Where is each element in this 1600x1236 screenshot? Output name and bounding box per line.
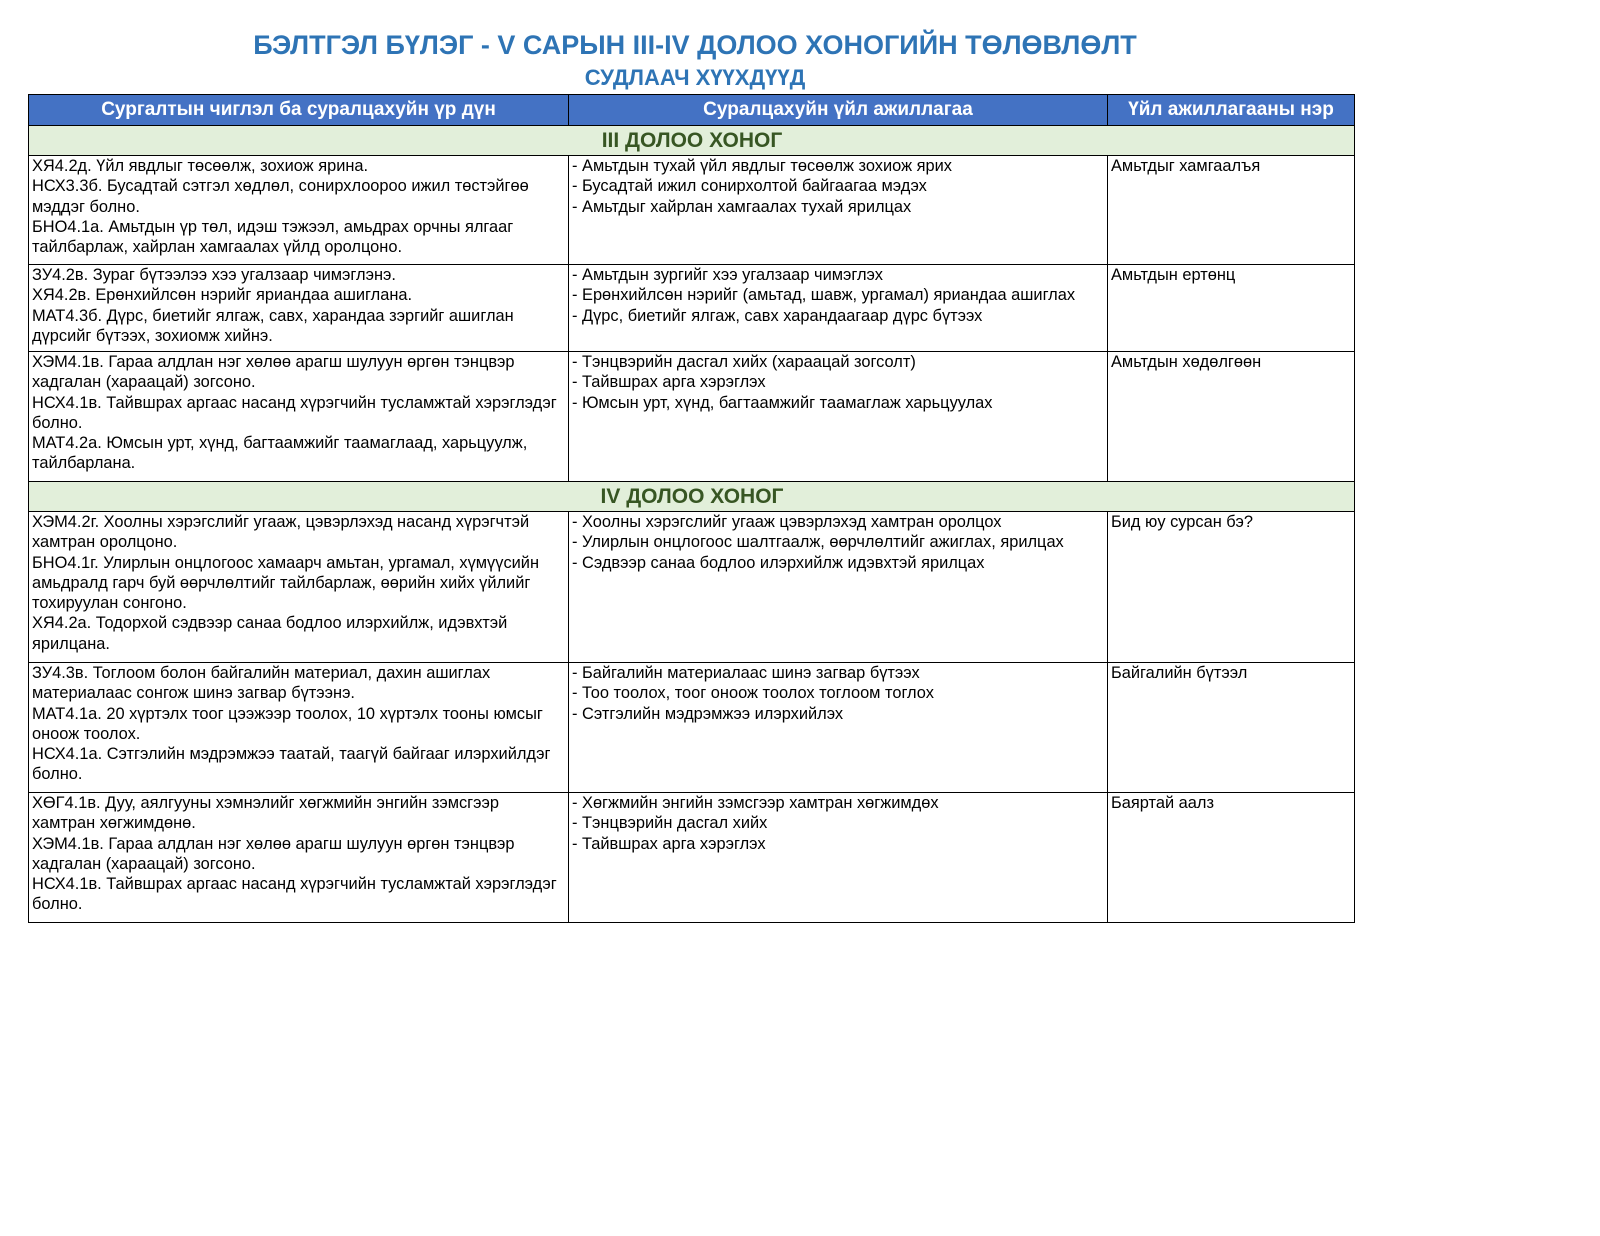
week-header-row [29,126,1355,156]
activity-name-cell: Бид юу сурсан бэ? [1108,512,1355,663]
activities-cell: - Хоолны хэрэгслийг угааж цэвэрлэхэд хамтран оролцох - Улирлын онцлогоос шалтгаалж, өөрчлөлтийг ажиглах, ярилцах - Сэдвээр санаа бодлоо илэрхийлж идэвхтэй ярилцах [569,512,1108,663]
outcomes-cell: ХЭМ4.2г. Хоолны хэрэгслийг угааж, цэвэрлэхэд насанд хүрэгчтэй хамтран оролцоно. БНО4.1г. Улирлын онцлогоос хамаарч амьтан, ургамал, хүмүүсийн амьдралд гарч буй өөрчлөлтийг тайлбарлаж, өөрийн хийх үйлийг тохируулан сонгоно. ХЯ4.2а. Тодорхой сэдвээр санаа бодлоо илэрхийлж, идэвхтэй ярилцана. [29,512,569,663]
page-subtitle: СУДЛААЧ ХҮҮХДҮҮД [584,65,806,90]
outcomes-cell: ХЭМ4.1в. Гараа алдлан нэг хөлөө арагш шулуун өргөн тэнцвэр хадгалан (хараацай) зогсоно. НСХ4.1в. Тайвшрах аргаас насанд хүрэгчийн тусламжтай хэрэглэдэг болно. МАТ4.2а. Юмсын урт, хүнд, багтаамжийг таамаглаад, харьцуулж, тайлбарлана. [29,352,569,482]
table-header-row [29,95,1355,126]
header-activities: Суралцахуйн үйл ажиллагаа [569,95,1108,126]
outcomes-cell: ЗУ4.2в. Зураг бүтээлээ хээ угалзаар чимэглэнэ. ХЯ4.2в. Ерөнхийлсөн нэрийг яриандаа ашиглана. МАТ4.3б. Дүрс, биетийг ялгаж, савх, харандаа зэргийг ашиглан дүрсийг бүтээх, зохиомж хийнэ. [29,265,569,352]
week-4-label: IV ДОЛОО ХОНОГ [29,482,1355,512]
activities-cell: - Амьтдын тухай үйл явдлыг төсөөлж зохиож ярих - Бусадтай ижил сонирхолтой байгаагаа мэдэх - Амьтдыг хайрлан хамгаалах тухай ярилцах [569,156,1108,265]
plan-table [28,94,1355,923]
header-activity-name: Үйл ажиллагааны нэр [1108,95,1355,126]
activity-name-cell: Баяртай аалз [1108,793,1355,923]
activities-cell: - Амьтдын зургийг хээ угалзаар чимэглэх - Ерөнхийлсөн нэрийг (амьтад, шавж, ургамал) яриандаа ашиглах - Дүрс, биетийг ялгаж, савх харандаагаар дүрс бүтээх [569,265,1108,352]
week-header-row [29,482,1355,512]
outcomes-cell: ХЯ4.2д. Үйл явдлыг төсөөлж, зохиож ярина. НСХ3.3б. Бусадтай сэтгэл хөдлөл, сонирхлоороо ижил төстэйгөө мэддэг болно. БНО4.1а. Амьтдын үр төл, идэш тэжээл, амьдрах орчны ялгааг тайлбарлаж, хайрлан хамгаалах үйлд оролцоно. [29,156,569,265]
activities-cell: - Хөгжмийн энгийн зэмсгээр хамтран хөгжимдөх - Тэнцвэрийн дасгал хийх - Тайвшрах арга хэрэглэх [569,793,1108,923]
activity-name-cell: Амьтдын ертөнц [1108,265,1355,352]
activity-name-cell: Амьтдыг хамгаалъя [1108,156,1355,265]
table-row [29,156,1355,265]
header-outcomes: Сургалтын чиглэл ба суралцахуйн үр дүн [29,95,569,126]
page-title: БЭЛТГЭЛ БҮЛЭГ - V САРЫН III-IV ДОЛОО ХОНОГИЙН ТӨЛӨВЛӨЛТ [253,30,1137,60]
table-row [29,352,1355,482]
table-row [29,512,1355,663]
table-row [29,663,1355,793]
table-row [29,793,1355,923]
activities-cell: - Тэнцвэрийн дасгал хийх (хараацай зогсолт) - Тайвшрах арга хэрэглэх - Юмсын урт, хүнд, багтаамжийг таамаглаж харьцуулах [569,352,1108,482]
activities-cell: - Байгалийн материалаас шинэ загвар бүтээх - Тоо тоолох, тоог оноож тоолох тоглоом тоглох - Сэтгэлийн мэдрэмжээ илэрхийлэх [569,663,1108,793]
outcomes-cell: ХӨГ4.1в. Дуу, аялгууны хэмнэлийг хөгжмийн энгийн зэмсгээр хамтран хөгжимдөнө. ХЭМ4.1в. Гараа алдлан нэг хөлөө арагш шулуун өргөн тэнцвэр хадгалан (хараацай) зогсоно. НСХ4.1в. Тайвшрах аргаас насанд хүрэгчийн тусламжтай хэрэглэдэг болно. [29,793,569,923]
week-3-label: III ДОЛОО ХОНОГ [29,126,1355,156]
outcomes-cell: ЗУ4.3в. Тоглоом болон байгалийн материал, дахин ашиглах материалаас сонгож шинэ загвар бүтээнэ. МАТ4.1а. 20 хүртэлх тоог цээжээр тоолох, 10 хүртэлх тооны юмсыг оноож тоолох. НСХ4.1а. Сэтгэлийн мэдрэмжээ таатай, таагүй байгааг илэрхийлдэг болно. [29,663,569,793]
activity-name-cell: Амьтдын хөдөлгөөн [1108,352,1355,482]
activity-name-cell: Байгалийн бүтээл [1108,663,1355,793]
table-row [29,265,1355,352]
